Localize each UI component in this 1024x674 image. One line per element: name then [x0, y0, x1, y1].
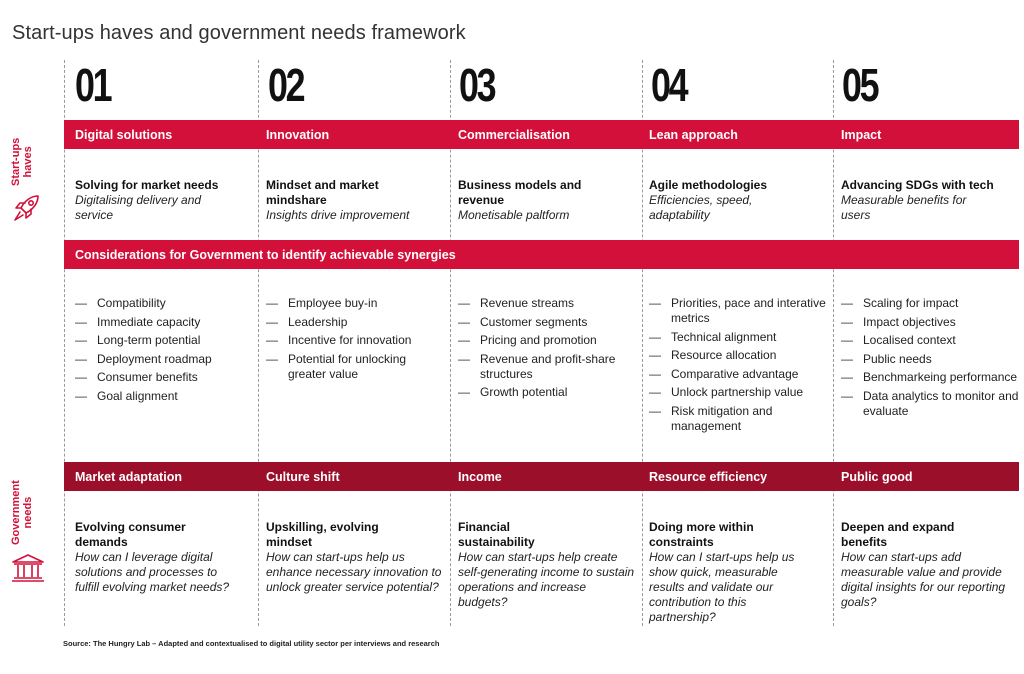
government-cell — [75, 520, 255, 595]
column-number: 01 — [75, 59, 111, 111]
government-header: Market adaptation — [75, 470, 182, 484]
startup-subtitle: Digitalising delivery and service — [75, 193, 202, 222]
government-question: How can start-ups help create self-generating income to sustain operations and increase budgets? — [458, 550, 635, 609]
government-question: How can I leverage digital solutions and processes to fulfill evolving market needs? — [75, 550, 230, 594]
column-number: 03 — [459, 59, 495, 111]
side-label-startups: Start-ups haves — [10, 137, 34, 186]
government-title: Evolving consumer demands — [75, 520, 186, 549]
government-header: Resource efficiency — [649, 470, 768, 484]
startup-header: Lean approach — [649, 128, 738, 142]
list-item: — Revenue and profit-share structures — [458, 352, 638, 382]
startup-header: Commercialisation — [458, 128, 570, 142]
list-item: — Resource allocation — [649, 348, 831, 363]
list-item: — Risk mitigation and management — [649, 404, 831, 434]
startup-subtitle: Insights drive improvement — [266, 208, 410, 222]
startup-subtitle: Monetisable paltform — [458, 208, 570, 222]
startup-header: Impact — [841, 128, 882, 142]
government-title: Financial sustainability — [458, 520, 535, 549]
list-item: — Technical alignment — [649, 330, 831, 345]
list-item: — Scaling for impact — [841, 296, 1021, 311]
government-cell — [458, 520, 638, 610]
list-item: — Potential for unlocking greater value — [266, 352, 446, 382]
government-building-icon — [10, 552, 46, 584]
list-item: — Customer segments — [458, 315, 638, 330]
list-item: — Comparative advantage — [649, 367, 831, 382]
side-label-government: Government needs — [10, 480, 34, 545]
startup-cell — [75, 178, 253, 223]
column-number: 02 — [268, 59, 304, 111]
list-item: — Impact objectives — [841, 315, 1021, 330]
startup-title: Agile methodologies — [649, 178, 768, 192]
list-item: — Localised context — [841, 333, 1021, 348]
considerations-list — [649, 296, 831, 437]
startup-title: Solving for market needs — [75, 178, 219, 192]
government-question: How can I start-ups help us show quick, measurable results and validate our contribution to this partnership? — [649, 550, 795, 624]
startup-header: Digital solutions — [75, 128, 173, 142]
startup-subtitle: Measurable benefits for users — [841, 193, 967, 222]
list-item: — Unlock partnership value — [649, 385, 831, 400]
government-cell — [266, 520, 446, 595]
government-title: Doing more within constraints — [649, 520, 754, 549]
list-item: — Priorities, pace and interative metrics — [649, 296, 831, 326]
startup-title: Mindset and market mindshare — [266, 178, 379, 207]
list-item: — Data analytics to monitor and evaluate — [841, 389, 1021, 419]
government-title: Upskilling, evolving mindset — [266, 520, 379, 549]
considerations-list — [841, 296, 1021, 422]
government-question: How can start-ups help us enhance necessary innovation to unlock greater service potential? — [266, 550, 442, 594]
government-question: How can start-ups add measurable value and provide digital insights for our reporting goals? — [841, 550, 1006, 609]
list-item: — Deployment roadmap — [75, 352, 255, 367]
government-header: Public good — [841, 470, 913, 484]
startup-subtitle: Efficiencies, speed, adaptability — [649, 193, 753, 222]
government-cell — [649, 520, 829, 625]
startup-cell — [649, 178, 829, 223]
startup-cell — [266, 178, 446, 223]
list-item: — Growth potential — [458, 385, 638, 400]
considerations-list — [75, 296, 255, 407]
government-title: Deepen and expand benefits — [841, 520, 955, 549]
column-number: 04 — [651, 59, 687, 111]
considerations-list — [266, 296, 446, 385]
list-item: — Compatibility — [75, 296, 255, 311]
startup-title: Business models and revenue — [458, 178, 582, 207]
list-item: — Benchmarkeing performance — [841, 370, 1021, 385]
considerations-list — [458, 296, 638, 404]
column-number: 05 — [842, 59, 878, 111]
rocket-icon — [10, 190, 46, 226]
startup-header: Innovation — [266, 128, 330, 142]
list-item: — Long-term potential — [75, 333, 255, 348]
list-item: — Consumer benefits — [75, 370, 255, 385]
page-title: Start-ups haves and government needs framework — [12, 22, 466, 44]
list-item: — Immediate capacity — [75, 315, 255, 330]
list-item: — Employee buy-in — [266, 296, 446, 311]
list-item: — Leadership — [266, 315, 446, 330]
list-item: — Incentive for innovation — [266, 333, 446, 348]
source-note: Source: The Hungry Lab – Adapted and contextualised to digital utility sector per interviews and research — [63, 639, 440, 648]
list-item: — Pricing and promotion — [458, 333, 638, 348]
considerations-header: Considerations for Government to identify achievable synergies — [75, 248, 456, 262]
government-cell — [841, 520, 1021, 610]
list-item: — Goal alignment — [75, 389, 255, 404]
startup-cell — [458, 178, 638, 223]
list-item: — Revenue streams — [458, 296, 638, 311]
startup-cell — [841, 178, 1021, 223]
startup-title: Advancing SDGs with tech — [841, 178, 994, 192]
government-header: Income — [458, 470, 502, 484]
list-item: — Public needs — [841, 352, 1021, 367]
government-header: Culture shift — [266, 470, 340, 484]
